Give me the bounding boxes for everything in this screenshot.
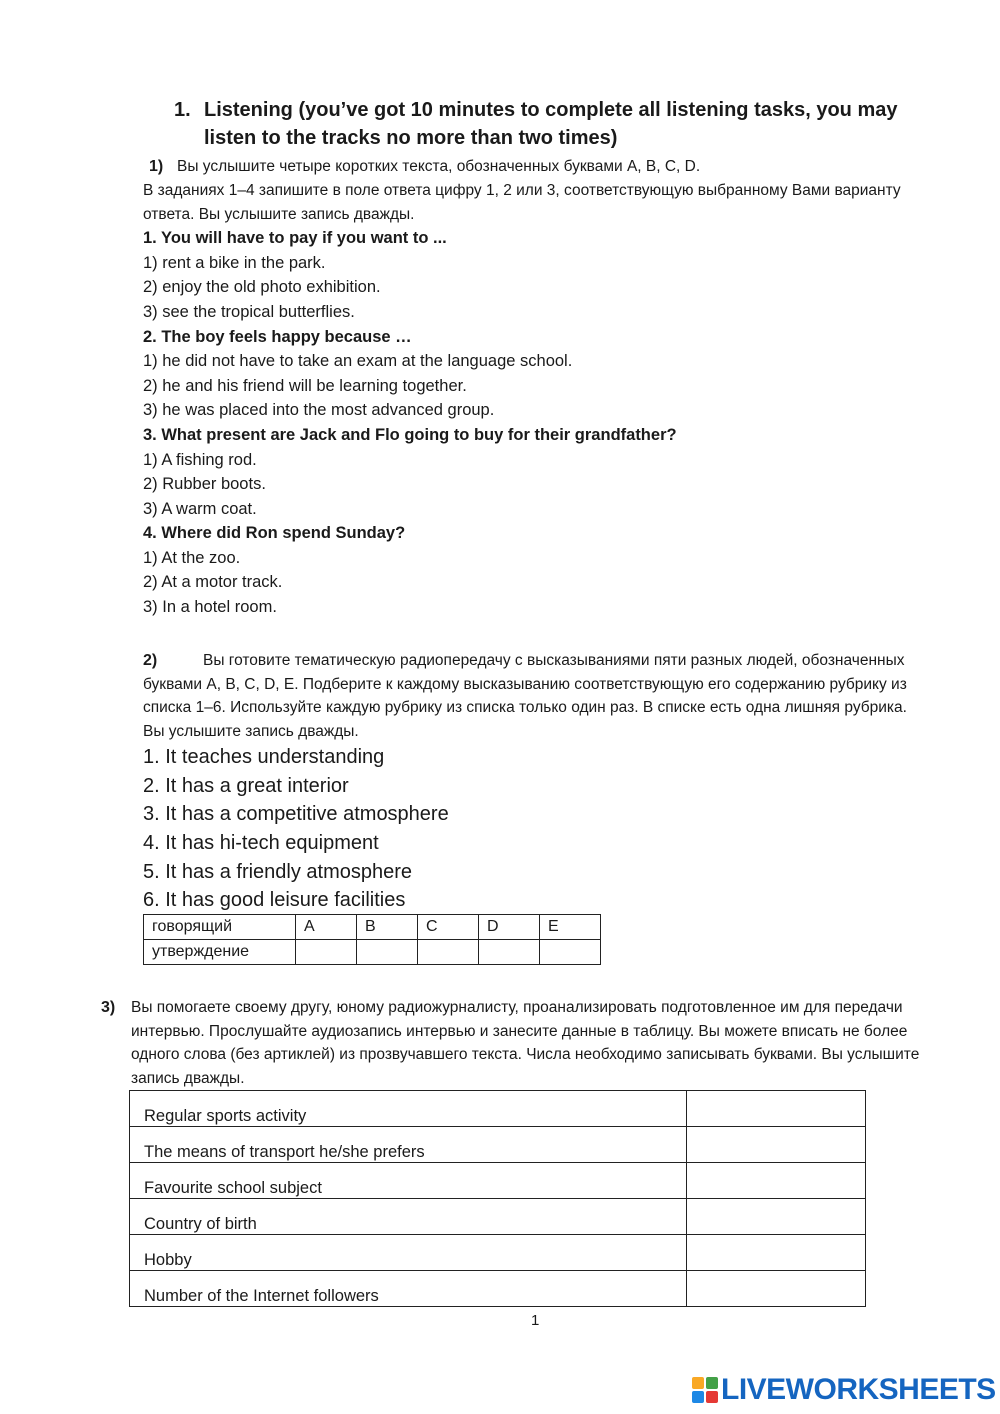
question-4: 4. Where did Ron spend Sunday? [143, 524, 406, 542]
answer-cell[interactable] [687, 1127, 866, 1163]
task2-answer-table [143, 914, 601, 965]
answer-cell-b[interactable] [357, 940, 418, 965]
task3-label: 3) [101, 999, 116, 1016]
table-row [144, 940, 601, 965]
row-label: Country of birth [130, 1199, 687, 1235]
question-4-option-2: 2) At a motor track. [143, 573, 283, 591]
task3-intro: Вы помогаете своему другу, юному радиожурналисту, проанализировать подготовленное им для передачи интервью. Прослушайте аудиозапись интервью и занесите данные в таблицу. Вы можете вписать не более одного слова (без артиклей) из прозвучавшего текста. Числа необходимо записывать буквами. Вы услышите запись дважды. [131, 999, 920, 1087]
table-row [144, 915, 601, 940]
answer-cell-e[interactable] [540, 940, 601, 965]
rubric-item-5: 5. It has a friendly atmosphere [143, 861, 413, 883]
logo-icon [692, 1377, 718, 1403]
page-number: 1 [531, 1312, 540, 1329]
question-1-option-2: 2) enjoy the old photo exhibition. [143, 278, 381, 296]
row-label: The means of transport he/she prefers [130, 1127, 687, 1163]
task3-answer-table [129, 1090, 866, 1307]
table-row [130, 1163, 866, 1199]
question-2-option-1: 1) he did not have to take an exam at the language school. [143, 352, 573, 370]
question-1-option-1: 1) rent a bike in the park. [143, 254, 326, 272]
answer-cell[interactable] [687, 1091, 866, 1127]
task1-label: 1) [149, 158, 164, 175]
speaker-d: D [479, 915, 540, 940]
question-4-option-3: 3) In a hotel room. [143, 598, 277, 616]
question-2-option-2: 2) he and his friend will be learning together. [143, 377, 467, 395]
question-2: 2. The boy feels happy because … [143, 328, 412, 346]
answer-cell[interactable] [687, 1271, 866, 1307]
rubric-item-3: 3. It has a competitive atmosphere [143, 803, 449, 825]
speaker-e: E [540, 915, 601, 940]
rubric-item-6: 6. It has good leisure facilities [143, 889, 406, 911]
answer-cell[interactable] [687, 1199, 866, 1235]
speaker-c: C [418, 915, 479, 940]
speaker-a: A [296, 915, 357, 940]
rubric-item-2: 2. It has a great interior [143, 775, 349, 797]
task2-label: 2) [143, 652, 158, 669]
question-3-option-2: 2) Rubber boots. [143, 475, 266, 493]
logo-text: LIVEWORKSHEETS [721, 1373, 996, 1406]
question-3-option-3: 3) A warm coat. [143, 500, 257, 518]
rubric-item-4: 4. It has hi-tech equipment [143, 832, 379, 854]
row-label: Regular sports activity [130, 1091, 687, 1127]
table-row [130, 1271, 866, 1307]
speaker-b: B [357, 915, 418, 940]
table-row [130, 1235, 866, 1271]
section-title-text: Listening (you’ve got 10 minutes to complete all listening tasks, you may listen to the tracks no more than two times) [204, 99, 898, 149]
answer-cell[interactable] [687, 1163, 866, 1199]
table-row [130, 1127, 866, 1163]
question-3: 3. What present are Jack and Flo going to buy for their grandfather? [143, 426, 677, 444]
row-label: Favourite school subject [130, 1163, 687, 1199]
answer-cell-c[interactable] [418, 940, 479, 965]
row-label: Hobby [130, 1235, 687, 1271]
answer-cell-d[interactable] [479, 940, 540, 965]
question-3-option-1: 1) A fishing rod. [143, 451, 257, 469]
task1-intro-line2: В заданиях 1–4 запишите в поле ответа цифру 1, 2 или 3, соответствующую выбранному Вами варианту ответа. Вы услышите запись дважды. [143, 182, 901, 223]
question-1-option-3: 3) see the tropical butterflies. [143, 303, 355, 321]
question-2-option-3: 3) he was placed into the most advanced group. [143, 401, 495, 419]
question-4-option-1: 1) At the zoo. [143, 549, 241, 567]
section-title [174, 96, 934, 152]
speaker-header: говорящий [144, 915, 296, 940]
task1-intro-line1: Вы услышите четыре коротких текста, обозначенных буквами A, B, C, D. [177, 158, 701, 175]
question-1: 1. You will have to pay if you want to ... [143, 229, 447, 247]
statement-header: утверждение [144, 940, 296, 965]
answer-cell-a[interactable] [296, 940, 357, 965]
table-row [130, 1199, 866, 1235]
answer-cell[interactable] [687, 1235, 866, 1271]
rubric-item-1: 1. It teaches understanding [143, 746, 385, 768]
row-label: Number of the Internet followers [130, 1271, 687, 1307]
section-number: 1. [174, 99, 191, 121]
table-row [130, 1091, 866, 1127]
liveworksheets-logo [692, 1372, 996, 1408]
task2-intro: Вы готовите тематическую радиопередачу с высказываниями пяти разных людей, обозначенных буквами A, B, C, D, E. Подберите к каждому высказыванию соответствующую его содержанию рубрику из списка 1–6. Используйте каждую рубрику из списка только один раз. В списке есть одна лишняя рубрика. Вы услышите запись дважды. [143, 652, 907, 740]
